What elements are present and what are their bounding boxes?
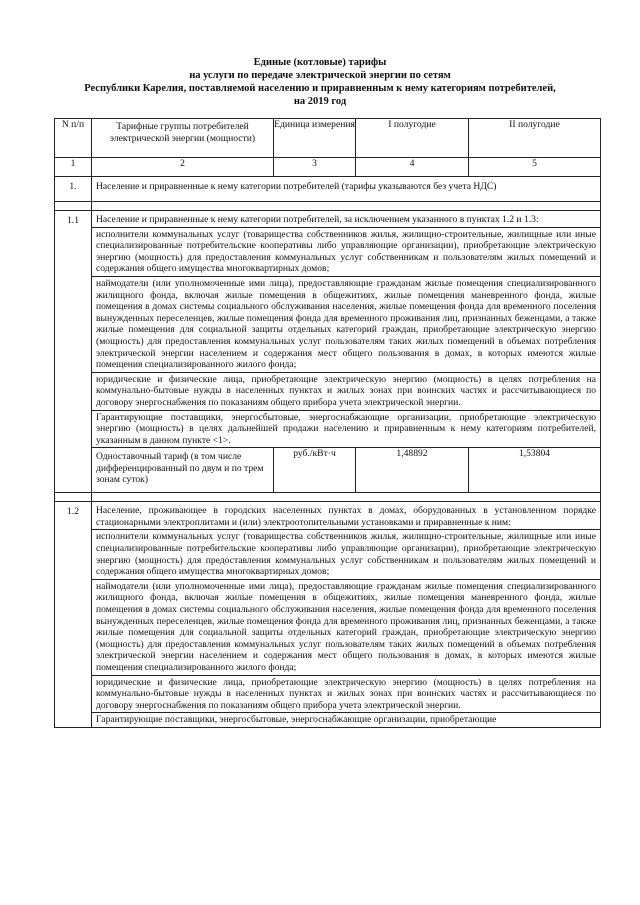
single-rate-label: Одноставочный тариф (в том числе дифференцированный по двум и по трем зонам суток) [92,448,274,493]
index-cell-4: 4 [356,158,469,177]
title-line-4: на 2019 год [293,96,347,107]
title-line-1: Единые (котловые) тарифы [253,57,387,68]
row-1-2-number: 1.2 [55,502,92,728]
row-1-2-para-2: исполнители коммунальных услуг (товарищества собственников жилья, жилищно-строительные, жилищные или иные специализированные потребительские кооперативы либо управляющие организации), приобретающие электрическую энергию (мощность) для предоставления коммунальных услуг собственникам и пользователям жилых помещений и содержания общего имущества многоквартирных домов; [92,530,600,579]
row-1-2 [55,502,601,728]
single-rate-tariff-row [55,448,601,493]
row-1-2-para-1: Население, проживающее в городских населенных пунктах в домах, оборудованных в установленном порядке стационарными электроплитами и (или) электроотопительными установками и приравненные к ним: [92,502,600,530]
row-1-1-description [92,211,601,448]
row-1-1-para-1: Население и приравненные к нему категории потребителей, за исключением указанного в пунктах 1.2 и 1.3: [92,211,600,228]
title-line-3: Республики Карелия, поставляемой населению и приравненным к нему категориям потребителей, [84,83,556,94]
title-line-2: на услуги по передаче электрической энергии по сетям [189,70,451,81]
table-header-row [55,119,601,158]
row-1-1-para-3: наймодатели (или уполномоченные ими лица), предоставляющие гражданам жилые помещения специализированного жилищного фонда, включая жилые помещения в общежитиях, жилые помещения маневренного фонда, жилые помещения в домах системы социального обслуживания населения, жилые помещения фонда для временного поселения вынужденных переселенцев, жилые помещения фонда для временного проживания лиц, признанных беженцами, а также жилые помещения для социальной защиты отдельных категорий граждан, приобретающие электрическую энергию (мощность) для предоставления коммунальных услуг пользователям таких жилых помещений в объемах потребления электрической энергии населением и содержания мест общего пользования в домах, в которых имеются жилые помещения специализированного жилого фонда; [92,277,600,373]
index-cell-3: 3 [274,158,356,177]
header-num: N п/п [55,119,92,158]
section-1-row [55,177,601,202]
header-half-1: I полугодие [356,119,469,158]
single-rate-unit: руб./кВт·ч [274,448,356,493]
row-1-2-para-3: наймодатели (или уполномоченные ими лица), предоставляющие гражданам жилые помещения специализированного жилищного фонда, включая жилые помещения в общежитиях, жилые помещения маневренного фонда, жилые помещения в домах системы социального обслуживания населения, жилые помещения фонда для временного поселения вынужденных переселенцев, жилые помещения фонда для временного проживания лиц, признанных беженцами, а также жилые помещения для социальной защиты отдельных категорий граждан, приобретающие электрическую энергию (мощность) для предоставления коммунальных услуг пользователям таких жилых помещений в объемах потребления электрической энергии населением и содержания мест общего пользования в домах, в которых имеются жилые помещения специализированного жилого фонда; [92,580,600,676]
row-1-1-para-5: Гарантирующие поставщики, энергосбытовые, энергоснабжающие организации, приобретающие электрическую энергию (мощность) в целях дальнейшей продажи населению и приравненным к нему категориям потребителей, указанным в данном пункте <1>. [96,411,596,446]
row-1-1-para-4: юридические и физические лица, приобретающие электрическую энергию (мощность) в целях потребления на коммунально-бытовые нужды в населенных пунктах и жилых зонах при воинских частях и рассчитывающиеся по договору энергоснабжения по показаниям общего прибора учета электрической энергии. [92,373,600,411]
row-1-1-para-2: исполнители коммунальных услуг (товарищества собственников жилья, жилищно-строительные, жилищные или иные специализированные потребительские кооперативы либо управляющие организации), приобретающие электрическую энергию (мощность) для предоставления коммунальных услуг собственникам и пользователям жилых помещений и содержания общего имущества многоквартирных домов; [92,228,600,277]
index-cell-2: 2 [92,158,274,177]
row-1-1 [55,211,601,448]
single-rate-half-2: 1,53804 [469,448,601,493]
section-1-number: 1. [55,177,92,202]
row-1-2-para-5: Гарантирующие поставщики, энергосбытовые, энергоснабжающие организации, приобретающие [96,714,497,726]
row-1-2-description [92,502,601,728]
document-title [70,56,570,108]
spacer-row [55,493,601,502]
tariff-table [54,118,601,728]
section-1-text: Население и приравненные к нему категории потребителей (тарифы указываются без учета НДС) [92,177,601,202]
column-index-row [55,158,601,177]
row-1-1-number: 1.1 [55,211,92,493]
row-1-2-para-4: юридические и физические лица, приобретающие электрическую энергию (мощность) в целях потребления на коммунально-бытовые нужды в населенных пунктах и жилых зонах при воинских частях и рассчитывающиеся по договору энергоснабжения по показаниям общего прибора учета электрической энергии. [92,676,600,714]
header-unit: Единица измерения [274,119,356,158]
index-cell-1: 1 [55,158,92,177]
header-group: Тарифные группы потребителей электрической энергии (мощности) [92,119,274,158]
spacer-row [55,202,601,211]
index-cell-5: 5 [469,158,601,177]
header-half-2: II полугодие [469,119,601,158]
single-rate-half-1: 1,48892 [356,448,469,493]
